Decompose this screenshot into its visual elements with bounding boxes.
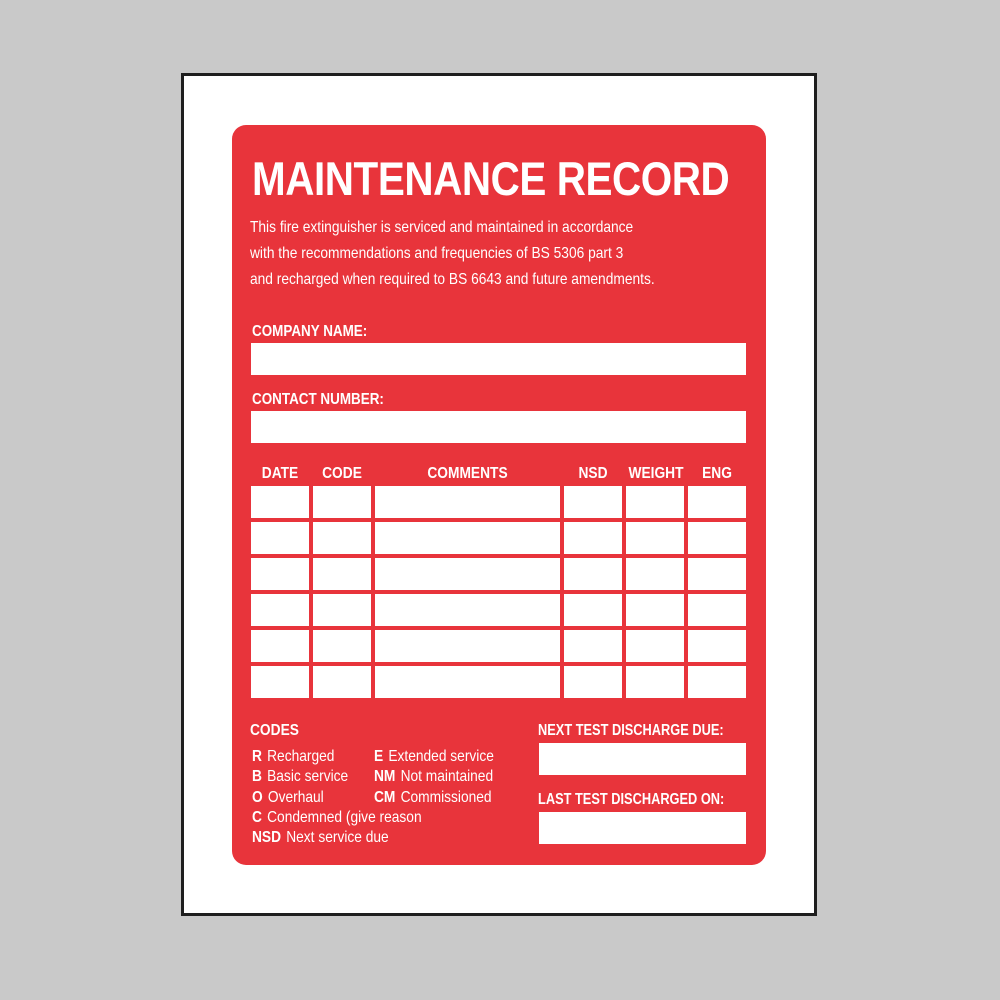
table-cell[interactable]	[375, 558, 560, 590]
table-cell[interactable]	[564, 486, 622, 518]
intro-text	[250, 215, 721, 293]
table-cell[interactable]	[688, 666, 746, 698]
code-item: C Condemned (give reason	[252, 809, 422, 826]
table-cell[interactable]	[375, 594, 560, 626]
table-cell[interactable]	[626, 486, 684, 518]
table-cell[interactable]	[688, 558, 746, 590]
table-cell[interactable]	[375, 522, 560, 554]
contact-number-label: CONTACT NUMBER:	[252, 391, 384, 408]
table-cell[interactable]	[564, 630, 622, 662]
table-cell[interactable]	[313, 594, 371, 626]
column-header-eng: ENG	[702, 465, 732, 482]
code-item: E Extended service	[374, 748, 494, 765]
intro-line: and recharged when required to BS 6643 and future amendments.	[250, 271, 655, 288]
table-cell[interactable]	[375, 630, 560, 662]
table-cell[interactable]	[564, 666, 622, 698]
table-cell[interactable]	[251, 666, 309, 698]
table-cell[interactable]	[688, 486, 746, 518]
next-test-discharge-field[interactable]	[539, 743, 746, 775]
table-cell[interactable]	[688, 594, 746, 626]
table-cell[interactable]	[626, 558, 684, 590]
table-cell[interactable]	[251, 522, 309, 554]
codes-title: CODES	[250, 722, 299, 739]
table-cell[interactable]	[313, 558, 371, 590]
code-item: CM Commissioned	[374, 789, 492, 806]
table-cell[interactable]	[564, 522, 622, 554]
company-name-label: COMPANY NAME:	[252, 323, 368, 340]
table-cell[interactable]	[564, 594, 622, 626]
table-cell[interactable]	[251, 594, 309, 626]
column-header-code: CODE	[322, 465, 362, 482]
code-item: NSD Next service due	[252, 829, 389, 846]
table-cell[interactable]	[313, 522, 371, 554]
table-cell[interactable]	[626, 666, 684, 698]
company-name-field[interactable]	[251, 343, 746, 375]
next-test-discharge-label: NEXT TEST DISCHARGE DUE:	[538, 722, 724, 739]
table-cell[interactable]	[313, 486, 371, 518]
table-cell[interactable]	[313, 666, 371, 698]
last-test-discharge-label: LAST TEST DISCHARGED ON:	[538, 791, 725, 808]
table-cell[interactable]	[626, 594, 684, 626]
last-test-discharge-field[interactable]	[539, 812, 746, 844]
column-header-date: DATE	[261, 465, 299, 482]
label-title: MAINTENANCE RECORD	[252, 152, 730, 205]
table-cell[interactable]	[688, 630, 746, 662]
maintenance-record-label	[232, 125, 766, 865]
intro-line: with the recommendations and frequencies of BS 5306 part 3	[250, 245, 624, 262]
code-item: B Basic service	[252, 768, 349, 785]
column-header-nsd: NSD	[578, 465, 608, 482]
table-cell[interactable]	[626, 630, 684, 662]
contact-number-field[interactable]	[251, 411, 746, 443]
code-item: NM Not maintained	[374, 768, 494, 785]
table-cell[interactable]	[375, 666, 560, 698]
table-cell[interactable]	[564, 558, 622, 590]
code-item: O Overhaul	[252, 789, 324, 806]
table-cell[interactable]	[251, 558, 309, 590]
table-cell[interactable]	[251, 486, 309, 518]
column-header-weight: WEIGHT	[628, 465, 684, 482]
table-cell[interactable]	[688, 522, 746, 554]
table-cell[interactable]	[626, 522, 684, 554]
code-item: R Recharged	[252, 748, 335, 765]
table-cell[interactable]	[251, 630, 309, 662]
column-header-comments: COMMENTS	[427, 465, 508, 482]
table-cell[interactable]	[313, 630, 371, 662]
intro-line: This fire extinguisher is serviced and maintained in accordance	[250, 219, 634, 236]
table-cell[interactable]	[375, 486, 560, 518]
